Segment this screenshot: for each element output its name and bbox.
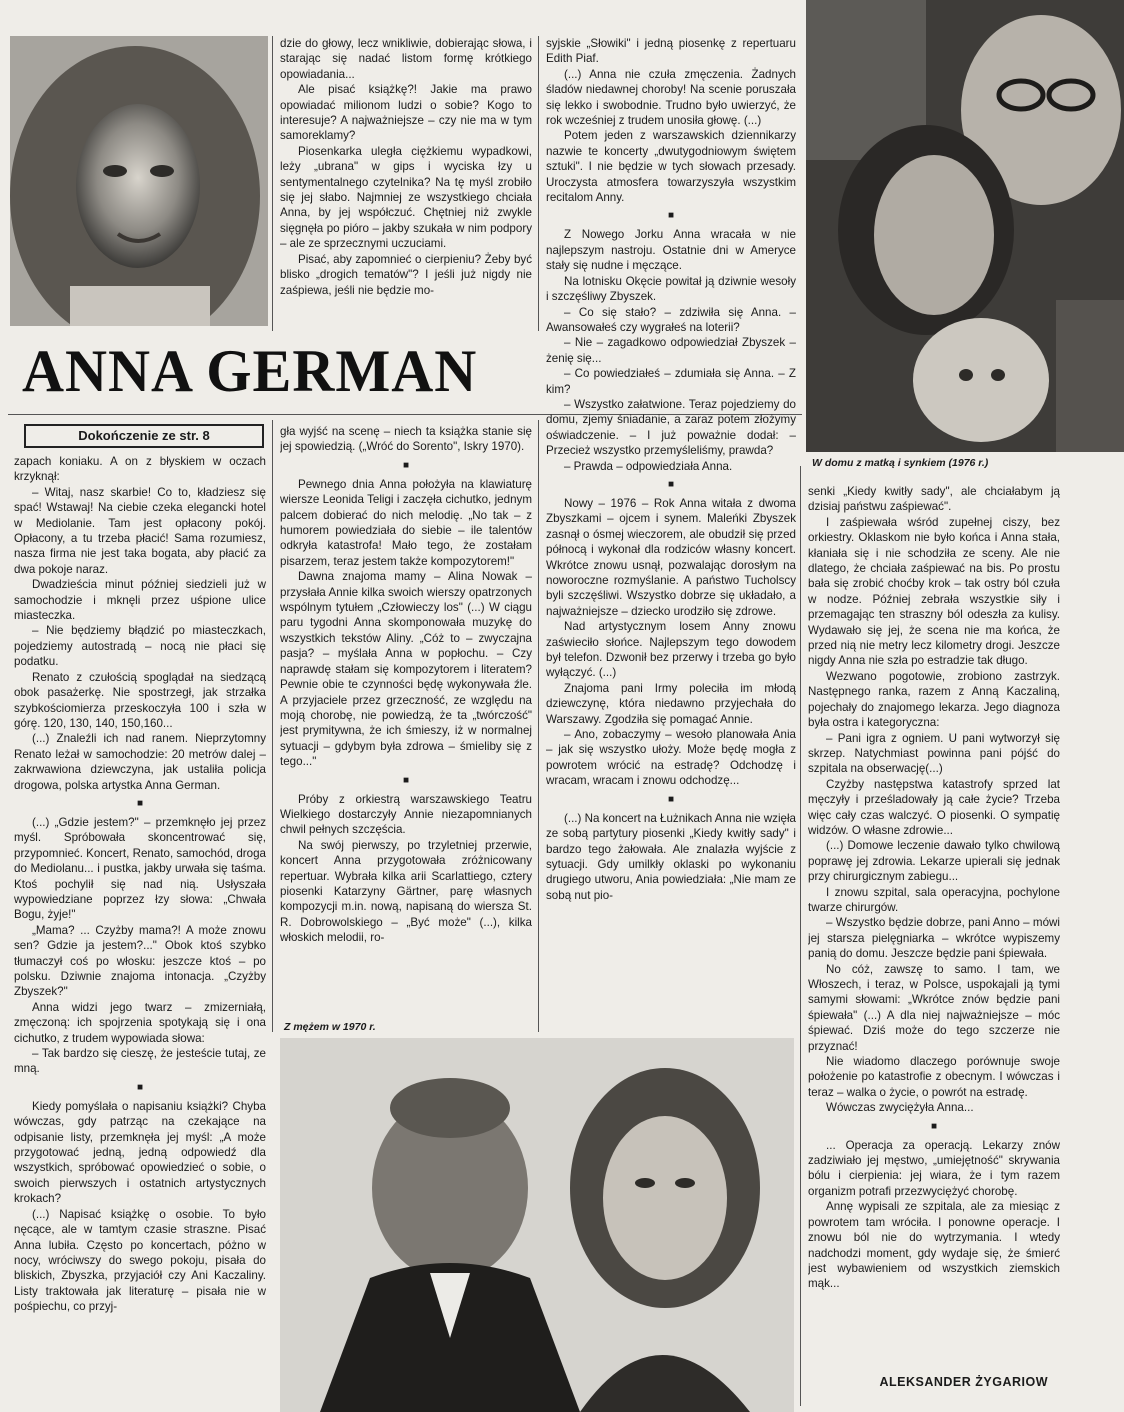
column-3 <box>546 36 796 1032</box>
paragraph: – Pani igra z ogniem. U pani wytworzył się skrzep. Natychmiast powinna pani pójść do szpitala na obserwację(...) <box>808 731 1060 776</box>
paragraph: Wówczas zwyciężyła Anna... <box>826 1101 974 1115</box>
column-rule <box>272 36 273 331</box>
col1-block-a <box>14 454 266 793</box>
section-separator: ■ <box>136 797 144 809</box>
col4-block-b <box>808 1138 1060 1292</box>
paragraph: – Ano, zobaczymy – wesoło planowała Ania – jak się wszystko ułoży. Może będę mogła z powrotem wrócić na estradę? Odchodzę i wracam, wracam i znowu odchodzę... <box>546 728 796 788</box>
paragraph: Wezwano pogotowie, zrobiono zastrzyk. Następnego ranka, razem z Anną Kaczaliną, pojechały do znajomego lekarza. Jego diagnoza była ostra i kategoryczna: <box>808 669 1060 730</box>
section-separator: ■ <box>930 1120 938 1132</box>
paragraph: – Prawda – odpowiedziała Anna. <box>564 459 733 473</box>
paragraph: (...) Napisać książkę o osobie. To było nęcące, ale w tamtym czasie straszne. Pisać Anna lubiła. Często po koncertach, póżno w nocy, wróciwszy do swego pokoju, pisała do bliskich, Zbyszka, przyjaciół czy Ani Kaczaliny. Listy traktowała jak literaturę – pisała nie w pośpiechu, co przyj- <box>14 1207 266 1314</box>
paragraph: Na lotnisku Okęcie powitał ją dziwnie wesoły i szczęśliwy Zbyszek. <box>546 274 796 304</box>
paragraph: – Nie będziemy błądzić po miasteczkach, pojedziemy autostradą – nocą nie płaci się podatku. <box>14 624 266 669</box>
section-separator: ■ <box>667 478 675 490</box>
col2-block-c <box>280 792 532 946</box>
paragraph: Nowy – 1976 – Rok Anna witała z dwoma Zbyszkami – ojcem i synem. Maleńki Zbyszek zasnął o ósmej wieczorem, ale obudził się przed północą i wykonał dla rodziców własny koncert. Wkrótce znowu usnął, pozwalając dorosłym na noworoczne rozmyślanie. A państwo Tucholscy byli szczęśliwi. Wszystko dobrze się układało, a najważniejsze – dziecko urodziło się zdrowe. <box>546 496 796 618</box>
column-2-top <box>280 36 532 331</box>
paragraph: – Nie – zagadkowo odpowiedział Zbyszek – żenię się... <box>546 336 796 365</box>
headline: ANNA GERMAN <box>22 338 478 404</box>
continuation-note: Dokończenie ze str. 8 <box>24 424 264 448</box>
col1-block-c <box>14 1099 266 1315</box>
col4-block-a <box>808 484 1060 1116</box>
paragraph: Potem jeden z warszawskich dziennikarzy nazwie te koncerty „dwutygodniowym świętem sztuki". I nie będzie w tych słowach przesady. Uroczysta atmosfera towarzyszyła wszystkim recitalom Anny. <box>546 129 796 205</box>
paragraph: syjskie „Słowiki" i jedną piosenkę z repertuaru Edith Piaf. <box>546 37 796 66</box>
paragraph: Annę wypisali ze szpitala, ale za miesiąc z powrotem tam wróciła. I ponowne operacje. I znowu ból nie do wytrzymania. I wtedy nadchodzi moment, gdy wydaje się, że śmierć jest wybawieniem od wszystkich ziemskich mąk... <box>808 1200 1060 1291</box>
paragraph: (...) „Gdzie jestem?" – przemknęło jej przez myśl. Spróbowała skoncentrować się, przypomnieć. Koncert, Renato, samochód, droga do Mediolanu... i pustka, jakby urwała się taśma. Ktoś pochylił się nad nią. Usłyszała wypowiedziane poprzez łzy słowa: „Chwała Bogu, żyje!" <box>14 815 266 922</box>
col3-block-c <box>546 496 796 789</box>
column-rule <box>538 36 539 331</box>
column-1 <box>14 454 266 1412</box>
col2-block-a <box>280 424 532 455</box>
column-rule <box>272 420 273 1032</box>
caption-mother-son: W domu z matką i synkiem (1976 r.) <box>812 457 989 469</box>
column-2 <box>280 424 532 1012</box>
paragraph: (...) Znaleźli ich nad ranem. Nieprzytomny Renato leżał w samochodzie: 20 metrów dalej – zakrwawiona dziewczyna, jak ustaliła policja drogowa, polska artystka Anna German. <box>14 732 266 792</box>
col2-top-block <box>280 36 532 298</box>
col3-block-a <box>546 36 796 205</box>
author-byline: ALEKSANDER ŻYGARIOW <box>879 1375 1048 1389</box>
paragraph: (...) Domowe leczenie dawało tylko chwilową poprawę jej zdrowia. Lekarze upierali się jednak przy chirurgicznym zabiegu... <box>808 839 1060 884</box>
section-separator: ■ <box>402 774 410 786</box>
column-rule <box>800 466 801 1406</box>
col3-block-b <box>546 227 796 474</box>
column-rule <box>538 420 539 1032</box>
mother-son-photo <box>806 0 1124 452</box>
paragraph: zapach koniaku. A on z błyskiem w oczach krzyknął: <box>14 455 266 484</box>
col2-block-b <box>280 477 532 770</box>
col3-block-d <box>546 811 796 903</box>
paragraph: – Co się stało? – zdziwiła się Anna. – Awansowałeś czy wygrałeś na loterii? <box>546 305 796 334</box>
paragraph: – Wszystko będzie dobrze, pani Anno – mówi jej starsza pielęgniarka – wkrótce wypiszemy panią do domu. Jeszcze będzie pani śpiewała. <box>808 916 1060 961</box>
paragraph: senki „Kiedy kwitły sady", ale chciałabym ją dzisiaj państwu zaśpiewać". <box>808 485 1060 514</box>
paragraph: Piosenkarka uległa ciężkiemu wypadkowi, leży „ubrana" w gips i wyciska łzy u sentymentalnego czytelnika? Na tę myśl zrobiło się jej słabo. Najmniej ze wszystkiego chciała Anna, by jej współczuć. Chętniej niż zwykle sięgnęła po pióro – jakby szukała w nim podpory – ale ze sprzecznymi uczuciami. <box>280 144 532 251</box>
paragraph: „Mama? ... Czyżby mama?! A może znowu sen? Gdzie ja jestem?..." Obok ktoś szybko tłumaczył coś po włosku: jeszcze ktoś – po polsku. Dziwnie znajoma intonacja. „Czyżby Zbyszek?" <box>14 923 266 999</box>
portrait-photo <box>10 36 268 326</box>
paragraph: I znowu szpital, sala operacyjna, pochylone twarze chirurgów. <box>808 885 1060 914</box>
paragraph: – Witaj, nasz skarbie! Co to, kładziesz się spać! Wstawaj! Na ciebie czeka elegancki hotel w Mediolanie. Tam jest opłacony pokój. Opłacony, a tu trzeba płacić! Sama rozumiesz, nasza firma nie jest taka bogata, aby płacić za dwa pokoje naraz. <box>14 485 266 576</box>
paragraph: Z Nowego Jorku Anna wracała w nie najlepszym nastroju. Ostatnie dni w Ameryce stały się nudne i męczące. <box>546 228 796 273</box>
paragraph: gła wyjść na scenę – niech ta książka stanie się jej spowiedzią. („Wróć do Sorento", Iskry 1970). <box>280 425 532 454</box>
caption-husband: Z mężem w 1970 r. <box>284 1021 376 1033</box>
paragraph: Pewnego dnia Anna położyła na klawiaturę wiersze Leonida Teligi i zaczęła cichutko, jednym palcem dobierać do nich melodię. „No tak – z humorem powiedziała do siebie – ile talentów odkryła katastrofa! Mało tego, że zostałam pisarzem, teraz jestem także kompozytorem!" <box>280 477 532 568</box>
paragraph: Kiedy pomyślała o napisaniu książki? Chyba wówczas, gdy patrząc na czekające na odpisanie listy, przemknęła jej myśl: „A może przygotować jedną, jedną odpowiedź dla wszystkich, spróbować opowiedzieć o sobie, o swoich pierwszych i ostatnich artystycznych krokach? <box>14 1099 266 1206</box>
paragraph: (...) Na koncert na Łużnikach Anna nie wzięła ze sobą partytury piosenki „Kiedy kwitły sady" i bardzo tego żałowała. Ale znalazła wyjście z sytuacji. Gdy umilkły oklaski po wykonaniu drugiego utworu, Ania powiedziała: „Nie mam ze sobą nut pio- <box>546 811 796 902</box>
paragraph: – Tak bardzo się cieszę, że jesteście tutaj, ze mną. <box>14 1047 266 1076</box>
paragraph: (...) Anna nie czuła zmęczenia. Żadnych śladów niedawnej choroby! Na scenie poruszała się lekko i swobodnie. Trudno było uwierzyć, że rok wcześniej z trudem unosiła głowę. (...) <box>546 67 796 128</box>
section-separator: ■ <box>136 1081 144 1093</box>
column-4 <box>808 484 1060 1372</box>
paragraph: – Co powiedziałeś – zdumiała się Anna. – Z kim? <box>546 367 796 396</box>
section-separator: ■ <box>667 793 675 805</box>
paragraph: ... Operacja za operacją. Lekarzy znów zadziwiało jej męstwo, „umiejętność" skrywania bólu i cierpienia: jej wiara, że i tym razem organizm potrafi przezwyciężyć chorobę. <box>808 1138 1060 1198</box>
paragraph: No cóż, zawszę to samo. I tam, we Włoszech, i teraz, w Polsce, uspokajali ją tymi samymi słowami: „Wkrótce znów będzie pani śpiewała" (...) A dla niej najważniejsze – móc śpiewać. Dziś może do tego szczerze nie przyznać! <box>808 962 1060 1053</box>
paragraph: Dawna znajoma mamy – Alina Nowak – przysłała Annie kilka swoich wierszy opatrzonych wspólnym tytułem „Człowieczy los" (...) W ciągu paru tygodni Anna skomponowała muzykę do wszystkich tekstów Aliny. „Cóż to – zwyczajna pasja? – myślała Anna w popłochu. – Czy naprawdę stałam się kompozytorem i literatem? Pewnie obie te czynności będę wykonywała źle. A przyjaciele przez grzeczność, ze względu na moją chorobę, nie powiedzą, że ta „twórczość" jest prymitywna, że ich śmieszy, iż w normalnej sytuacji – gdybym była zdrowa – śmieliby się z tego..." <box>280 570 532 769</box>
paragraph: dzie do głowy, lecz wnikliwie, dobierając słowa, i starając się nadać listom formę krótkiego opowiadania... <box>280 37 532 81</box>
paragraph: Próby z orkiestrą warszawskiego Teatru Wielkiego dostarczyły Annie niezapomnianych chwil pełnych szczęścia. <box>280 792 532 837</box>
husband-photo <box>280 1038 794 1412</box>
paragraph: Renato z czułością spoglądał na siedzącą obok pasażerkę. Nie spostrzegł, jak strzałka szybkościomierza przeskoczyła 100 i szła w górę. 120, 130, 140, 150,160... <box>14 670 266 730</box>
paragraph: Dwadzieścia minut później siedzieli już w samochodzie i mknęli przez uśpione ulice miasteczka. <box>14 578 266 623</box>
section-separator: ■ <box>667 210 675 222</box>
paragraph: Nie wiadomo dlaczego porównuje swoje położenie po katastrofie z obecnym. I wówczas i teraz – walka o życie, o powrót na estradę. <box>808 1055 1060 1099</box>
paragraph: Anna widzi jego twarz – zmizerniałą, zmęczoną: ich spojrzenia spotykają się i ona cichutko, z trudem wypowiada słowa: <box>14 1000 266 1045</box>
col1-block-b <box>14 815 266 1077</box>
paragraph: Znajoma pani Irmy poleciła im młodą dziewczynę, która niedawno przyjechała do Warszawy. Zgodziła się pomagać Annie. <box>546 681 796 726</box>
paragraph: – Wszystko załatwione. Teraz pojedziemy do domu, zjemy śniadanie, a zaraz potem złożymy oświadczenie. – I już poważnie dodał: – Przecież wszystko przemyśleliśmy, prawda? <box>546 397 796 458</box>
section-separator: ■ <box>402 459 410 471</box>
paragraph: Czyżby następstwa katastrofy sprzed lat męczyły i prześladowały ją całe życie? Trzeba więc cały czas walczyć. O piosenki. O sympatię widzów. O własne zdrowie... <box>808 777 1060 837</box>
paragraph: Ale pisać książkę?! Jakie ma prawo opowiadać milionom ludzi o sobie? Kogo to interesuje? A najważniejsze – czy nie ma w tym samoreklamy? <box>280 83 532 143</box>
paragraph: Nad artystycznym losem Anny znowu zaświeciło słońce. Najlepszym tego dowodem był telefon. Dzwonił bez przerwy i trzeba go było wyłączyć. (...) <box>546 620 796 680</box>
paragraph: I zaśpiewała wśród zupełnej ciszy, bez orkiestry. Oklaskom nie było końca i Anna stała, kłaniała się i nie schodziła ze sceny. Ale nie dlatego, że chciała zaśpiewać na bis. Po prostu bała się zrobić choćby krok – tak ostry ból czuła w nodze. Później zebrała wszystkie siły i przemagając ten straszny ból odeszła za kulisy. Wydawało się jej, że scena nie ma końca, że przed nią nie metry lecz kilometry drogi. Jeszcze nigdy Anna nie szła po estradzie tak długo. <box>808 515 1060 668</box>
paragraph: Na swój pierwszy, po trzyletniej przerwie, koncert Anna przygotowała zróżnicowany repertuar. Wybrała kilka arii Scarlattiego, cztery piosenki Katarzyny Gärtner, parę własnych kompozycji m.in. nową, napisaną do wiersza St. R. Dobrowolskiego – „Być może" (...), kilka włoskich melodii, ro- <box>280 838 532 945</box>
paragraph: Pisać, aby zapomnieć o cierpieniu? Żeby być blisko „drogich tematów"? I jeśli już nigdy nie zaśpiewa, jeśli nie będzie mo- <box>280 252 532 297</box>
